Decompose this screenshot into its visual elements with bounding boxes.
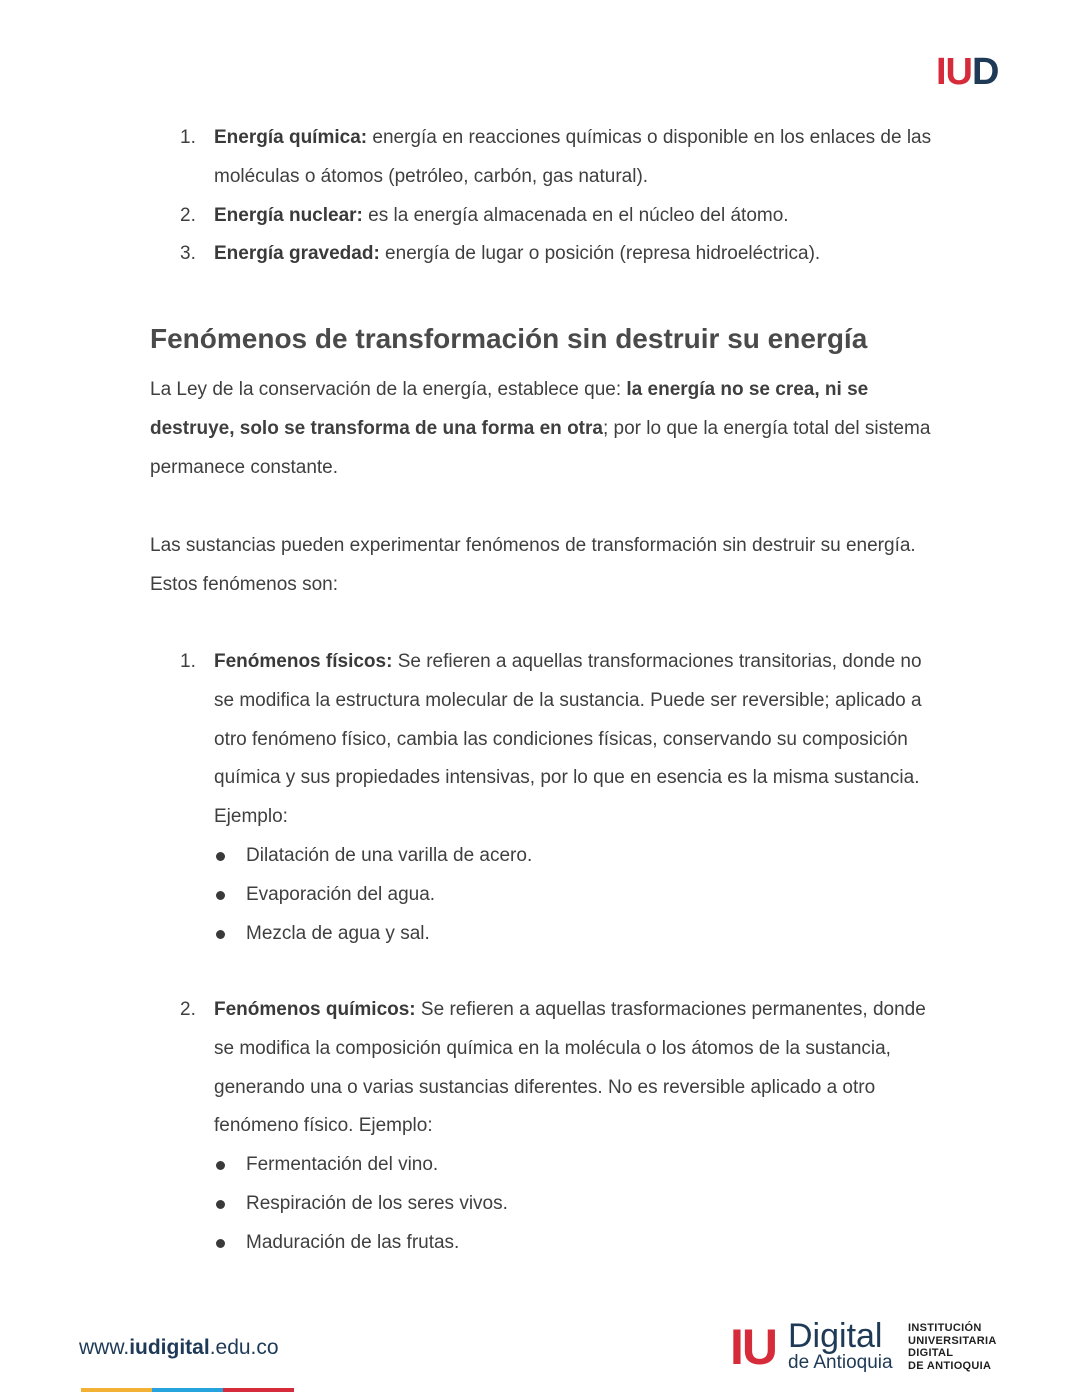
example-text: Maduración de las frutas. xyxy=(246,1231,460,1253)
institution-line: UNIVERSITARIA xyxy=(908,1334,997,1347)
url-suffix: .edu.co xyxy=(209,1336,279,1359)
institution-line: INSTITUCIÓN xyxy=(908,1322,982,1334)
list-number: 1. xyxy=(180,651,196,672)
footer-institution-name xyxy=(908,1322,997,1372)
example-item xyxy=(214,876,940,915)
list-item xyxy=(150,991,940,1263)
list-item xyxy=(150,197,940,236)
color-bar-segment xyxy=(223,1388,294,1392)
law-statement: la energía no se crea, ni se destruye, solo se transforma de una forma en otra xyxy=(150,379,869,439)
institution-line: DIGITAL xyxy=(908,1347,954,1359)
example-text: Respiración de los seres vivos. xyxy=(246,1192,508,1214)
header-logo-d: D xyxy=(972,51,999,93)
footer-logo xyxy=(730,1318,1010,1378)
list-text: Se refieren a aquellas trasformaciones permanentes, donde se modifica la composición química en la molécula o los átomos de la sustancia, generando una o varias sustancias diferentes. No es reversible aplicado a otro fenómeno físico. Ejemplo: xyxy=(214,999,926,1137)
footer-logo-de-antioquia: de Antioquia xyxy=(788,1352,893,1373)
law-end: ; por lo que la energía total del sistema permanece constante. xyxy=(150,417,931,478)
examples-list xyxy=(214,1146,940,1262)
list-text: Se refieren a aquellas transformaciones transitorias, donde no se modifica la estructura molecular de la sustancia. Puede ser reversible; aplicado a otro fenómeno físico, cambia las condiciones físicas, conservando su composición química y sus propiedades intensivas, por lo que en esencia es la misma sustancia. Ejemplo: xyxy=(214,651,922,828)
example-text: Dilatación de una varilla de acero. xyxy=(246,844,533,866)
color-bar-segment xyxy=(81,1388,152,1392)
institution-line: DE ANTIOQUIA xyxy=(908,1359,992,1372)
example-item xyxy=(214,915,940,954)
phenomena-list-chemical xyxy=(150,991,940,1263)
substances-paragraph: Las sustancias pueden experimentar fenómenos de transformación sin destruir su energía. Estos fenómenos son: xyxy=(150,535,916,595)
example-item xyxy=(214,1224,940,1263)
list-number: 2. xyxy=(180,204,196,226)
example-item xyxy=(214,1146,940,1185)
footer-logo-iu: IU xyxy=(730,1319,776,1375)
example-item xyxy=(214,837,940,876)
url-domain: iudigital xyxy=(129,1336,210,1359)
list-item xyxy=(150,119,940,197)
phenomena-list-physical xyxy=(150,643,940,953)
section-heading: Fenómenos de transformación sin destruir su energía xyxy=(150,323,868,354)
list-term: Energía química: xyxy=(214,127,368,148)
bullet-icon xyxy=(216,891,225,900)
example-text: Mezcla de agua y sal. xyxy=(246,922,430,944)
list-term: Energía gravedad: xyxy=(214,243,380,265)
color-bar-segment xyxy=(152,1388,223,1392)
list-text: energía en reacciones químicas o disponible en los enlaces de las moléculas o átomos (petróleo, carbón, gas natural). xyxy=(214,127,932,187)
example-text: Fermentación del vino. xyxy=(246,1154,439,1176)
law-intro: La Ley de la conservación de la energía, establece que: xyxy=(150,379,627,400)
list-term: Energía nuclear: xyxy=(214,204,363,226)
list-number: 3. xyxy=(180,243,196,265)
header-logo xyxy=(936,50,998,94)
energy-list xyxy=(150,119,940,274)
list-item xyxy=(150,235,940,274)
list-number: 2. xyxy=(180,999,196,1020)
bullet-icon xyxy=(216,930,225,939)
list-item xyxy=(150,643,940,953)
footer-url[interactable] xyxy=(79,1333,279,1363)
bullet-icon xyxy=(216,1161,225,1170)
list-text: energía de lugar o posición (represa hidroeléctrica). xyxy=(379,243,821,265)
examples-list xyxy=(214,837,940,953)
footer-logo-digital: Digital xyxy=(788,1317,883,1355)
list-term: Fenómenos físicos: xyxy=(214,651,393,672)
bullet-icon xyxy=(216,852,225,861)
footer-color-bar xyxy=(81,1388,294,1392)
url-prefix: www. xyxy=(79,1336,130,1359)
law-paragraph xyxy=(150,371,940,487)
list-term: Fenómenos químicos: xyxy=(214,999,416,1020)
example-text: Evaporación del agua. xyxy=(246,883,436,905)
bullet-icon xyxy=(216,1239,225,1248)
header-logo-iu: IU xyxy=(936,51,972,93)
example-item xyxy=(214,1185,940,1224)
list-number: 1. xyxy=(180,127,196,148)
list-text: es la energía almacenada en el núcleo del átomo. xyxy=(362,204,789,226)
bullet-icon xyxy=(216,1200,225,1209)
